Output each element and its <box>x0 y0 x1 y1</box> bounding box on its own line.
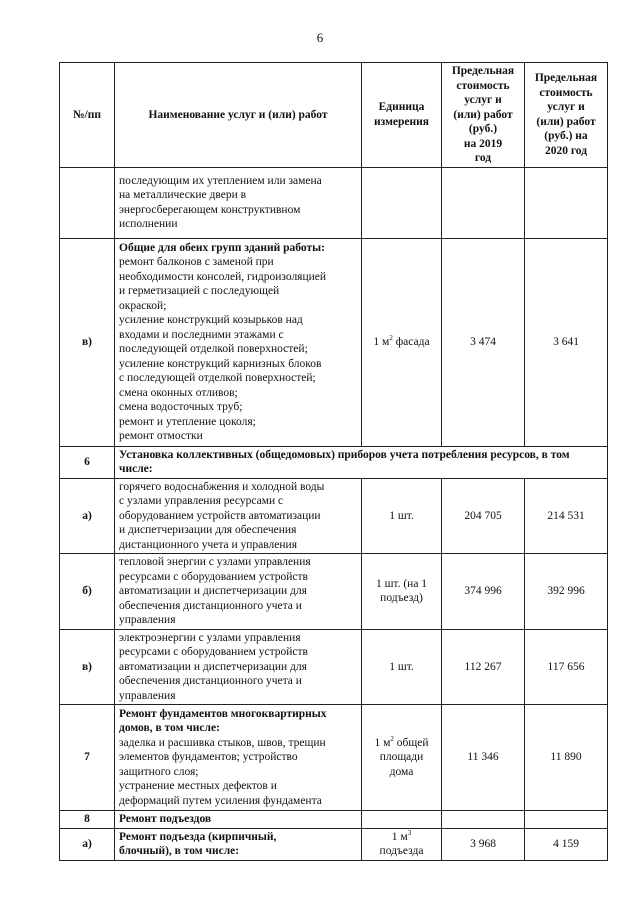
row-name: горячего водоснабжения и холодной воды с узлами управления ресурсами с оборудованием устройств автоматизации и диспетчеризации для обеспечения дистанционного учета и управления <box>115 478 362 554</box>
section-heading: Ремонт подъездов <box>115 811 362 829</box>
row-name: Ремонт подъезда (кирпичный, блочный), в том числе: <box>115 828 362 860</box>
table-row <box>60 238 608 446</box>
row-num: б) <box>60 554 115 630</box>
row-num: 7 <box>60 705 115 811</box>
table-row <box>60 478 608 554</box>
table-row <box>60 554 608 630</box>
table-row <box>60 167 608 238</box>
row-price-2020: 117 656 <box>525 629 608 705</box>
row-price-2019: 112 267 <box>442 629 525 705</box>
row-num <box>60 167 115 238</box>
row-num: в) <box>60 238 115 446</box>
table-row <box>60 828 608 860</box>
row-num: 8 <box>60 811 115 829</box>
row-num: а) <box>60 828 115 860</box>
row-num: в) <box>60 629 115 705</box>
section-row <box>60 446 608 478</box>
table-header-row <box>60 63 608 168</box>
header-price-2019: Предельная стоимость услуг и (или) работ (руб.) на 2019 год <box>442 63 525 168</box>
row-unit: 1 шт. <box>362 478 442 554</box>
row-unit <box>362 167 442 238</box>
row-unit: 1 $м^2$ общей площади дома <box>362 705 442 811</box>
row-price-2020 <box>525 811 608 829</box>
row-name: тепловой энергии с узлами управления ресурсами с оборудованием устройств автоматизации и диспетчеризации для обеспечения дистанционного учета и управления <box>115 554 362 630</box>
row-name: электроэнергии с узлами управления ресурсами с оборудованием устройств автоматизации и диспетчеризации для обеспечения дистанционного учета и управления <box>115 629 362 705</box>
row-num: а) <box>60 478 115 554</box>
row-price-2019: 3 968 <box>442 828 525 860</box>
header-name: Наименование услуг и (или) работ <box>115 63 362 168</box>
table-row <box>60 705 608 811</box>
section-row <box>60 811 608 829</box>
row-price-2019: 374 996 <box>442 554 525 630</box>
header-price-2020: Предельная стоимость услуг и (или) работ (руб.) на 2020 год <box>525 63 608 168</box>
row-unit: 1 $м^3$ подъезда <box>362 828 442 860</box>
page-number: 6 <box>316 30 324 45</box>
row-unit: 1 $м^2$ фасада <box>362 238 442 446</box>
row-price-2020: 392 996 <box>525 554 608 630</box>
row-name: Ремонт фундаментов многоквартирных домов, в том числе: заделка и расшивка стыков, швов, трещин элементов фундаментов; устройство защитного слоя; устранение местных дефектов и деформаций путем усиления фундамента <box>115 705 362 811</box>
row-unit: 1 шт. (на 1 подъезд) <box>362 554 442 630</box>
row-unit: 1 шт. <box>362 629 442 705</box>
row-price-2020: 3 641 <box>525 238 608 446</box>
row-num: 6 <box>60 446 115 478</box>
row-price-2020 <box>525 167 608 238</box>
row-unit <box>362 811 442 829</box>
row-price-2019 <box>442 167 525 238</box>
row-price-2020: 214 531 <box>525 478 608 554</box>
header-unit: Единица измерения <box>362 63 442 168</box>
row-price-2019: 3 474 <box>442 238 525 446</box>
price-table <box>59 62 608 861</box>
section-heading: Установка коллективных (общедомовых) приборов учета потребления ресурсов, в том числе: <box>115 446 608 478</box>
header-num: №/пп <box>60 63 115 168</box>
table-row <box>60 629 608 705</box>
row-price-2020: 4 159 <box>525 828 608 860</box>
row-price-2019: 204 705 <box>442 478 525 554</box>
row-price-2019: 11 346 <box>442 705 525 811</box>
row-price-2019 <box>442 811 525 829</box>
row-heading: Общие для обеих групп зданий работы: <box>119 241 325 254</box>
row-name: последующим их утеплением или замена на металлические двери в энергосберегающем конструктивном исполнении <box>115 167 362 238</box>
row-name: Общие для обеих групп зданий работы: ремонт балконов с заменой при необходимости консолей, гидроизоляцией и герметизацией с последующей окраской; усиление конструкций козырьков над входами и последними этажами с последующей отделкой поверхностей; усиление конструкций карнизных блоков с последующей отделкой поверхностей; смена оконных отливов; смена водосточных труб; ремонт и утепление цоколя; ремонт отмостки <box>115 238 362 446</box>
row-price-2020: 11 890 <box>525 705 608 811</box>
